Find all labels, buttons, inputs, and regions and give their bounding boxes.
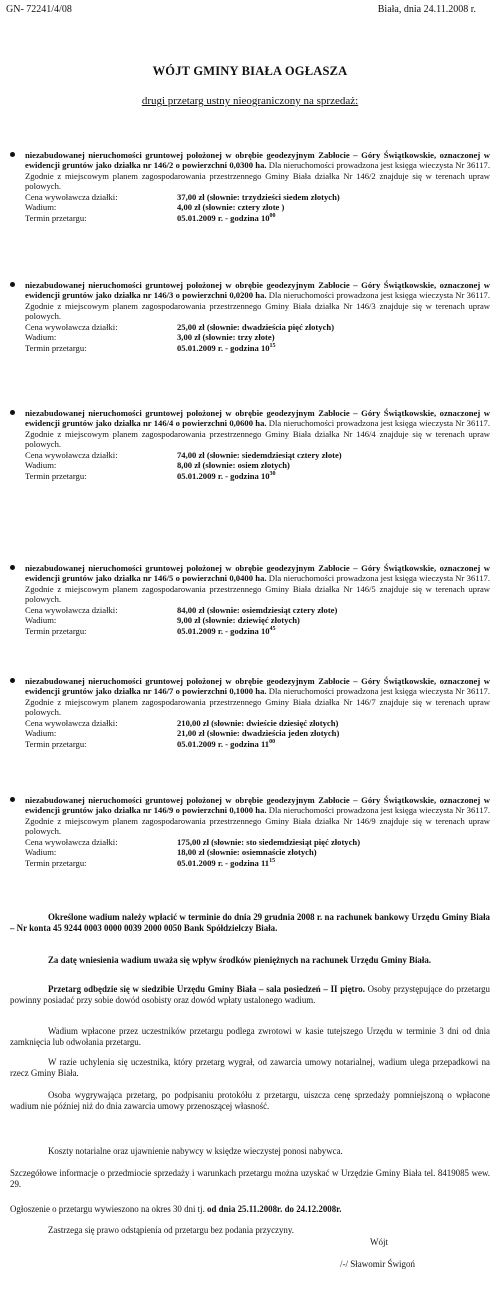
wadium-paragraph: Określone wadium należy wpłacić w terminie do dnia 29 grudnia 2008 r. na rachunek bankowy Urzędu Gminy Biała – Nr konta 45 9244 0003 0000 0039 2000 0050 Bank Spółdzielczy Biała.	[10, 912, 490, 933]
reservation-paragraph: Zastrzega się prawo odstąpienia od przetargu bez podania przyczyny.	[48, 1225, 294, 1235]
bullet-icon	[10, 282, 15, 287]
plot-item	[10, 150, 490, 223]
deposit-label: Wadium:	[25, 202, 57, 213]
costs-paragraph: Koszty notarialne oraz ujawnienie nabywcy w księdze wieczystej ponosi nabywca.	[48, 1146, 343, 1156]
price-value: 84,00 zł (słownie: osiemdziesiąt cztery złote)	[177, 604, 338, 615]
document-subtitle: drugi przetarg ustny nieograniczony na sprzedaż:	[141, 95, 359, 107]
plot-item	[10, 408, 490, 481]
bullet-icon	[10, 565, 15, 570]
plot-item	[10, 563, 490, 636]
plot-description-bold: niezabudowanej nieruchomości gruntowej położonej w obrębie geodezyjnym Zabłocie – Góry Świątkowskie, oznaczonej w ewidencji gruntów jako działka nr 146/2 o powierzchni 0,0300 ha.	[25, 150, 490, 171]
deposit-label: Wadium:	[25, 615, 57, 626]
deposit-value: 3,00 zł (słownie: trzy złote)	[177, 332, 275, 343]
plot-description-bold: niezabudowanej nieruchomości gruntowej położonej w obrębie geodezyjnym Zabłocie – Góry Świątkowskie, oznaczonej w ewidencji gruntów jako działka nr 146/4 o powierzchni 0,0600 ha.	[25, 408, 490, 429]
plot-terms	[25, 450, 490, 481]
price-label: Cena wywoławcza działki:	[25, 836, 118, 847]
reference-number: GN- 72241/4/08	[6, 4, 72, 15]
date-value: 05.01.2009 r. - godzina $10^{45}$	[177, 625, 276, 636]
plot-description-rest: Dla nieruchomości prowadzona jest księga wieczysta Nr 36117. Zgodnie z miejscowym planem zagospodarowania przestrzennego Gminy Biała działka Nr 146/4 znajduje się w terenach upraw polowych.	[25, 418, 490, 450]
plot-description-rest: Dla nieruchomości prowadzona jest księga wieczysta Nr 36117. Zgodnie z miejscowym planem zagospodarowania przestrzennego Gminy Biała działka Nr 146/2 znajduje się w terenach upraw polowych.	[25, 160, 490, 192]
venue-paragraph: Przetarg odbędzie się w siedzibie Urzędu Gminy Biała – sala posiedzeń – II piętro. Osoby przystępujące do przetargu powinny posiadać przy sobie dowód osobisty oraz dowód wpłaty ustalonego wadium.	[10, 984, 490, 1005]
date-value: 05.01.2009 r. - godzina $10^{30}$	[177, 470, 276, 481]
plot-description	[25, 408, 490, 450]
plot-description-rest: Dla nieruchomości prowadzona jest księga wieczysta Nr 36117. Zgodnie z miejscowym planem zagospodarowania przestrzennego Gminy Biała działka Nr 146/9 znajduje się w terenach upraw polowych.	[25, 805, 490, 837]
plot-terms	[25, 605, 490, 636]
plot-description-rest: Dla nieruchomości prowadzona jest księga wieczysta Nr 36117. Zgodnie z miejscowym planem zagospodarowania przestrzennego Gminy Biała działka Nr 146/7 znajduje się w terenach upraw polowych.	[25, 686, 490, 718]
plot-description	[25, 795, 490, 837]
plot-description-bold: niezabudowanej nieruchomości gruntowej położonej w obrębie geodezyjnym Zabłocie – Góry Świątkowskie, oznaczonej w ewidencji gruntów jako działka nr 146/5 o powierzchni 0,0400 ha.	[25, 563, 490, 584]
price-value: 74,00 zł (słownie: siedemdziesiąt cztery złote)	[177, 449, 342, 460]
date-value: 05.01.2009 r. - godzina $10^{15}$	[177, 342, 276, 353]
deposit-label: Wadium:	[25, 332, 57, 343]
price-label: Cena wywoławcza działki:	[25, 321, 118, 332]
price-value: 37,00 zł (słownie: trzydzieści siedem złotych)	[177, 191, 340, 202]
bullet-icon	[10, 152, 15, 157]
date-label: Termin przetargu:	[25, 342, 87, 353]
plot-description-rest: Dla nieruchomości prowadzona jest księga wieczysta Nr 36117. Zgodnie z miejscowym planem zagospodarowania przestrzennego Gminy Biała działka Nr 146/5 znajduje się w terenach upraw polowych.	[25, 573, 490, 605]
price-value: 175,00 zł (słownie: sto siedemdziesiąt pięć złotych)	[177, 836, 361, 847]
deposit-label: Wadium:	[25, 847, 57, 858]
bullet-icon	[10, 678, 15, 683]
plot-terms	[25, 322, 490, 353]
plot-description	[25, 563, 490, 605]
plot-description-bold: niezabudowanej nieruchomości gruntowej położonej w obrębie geodezyjnym Zabłocie – Góry Świątkowskie, oznaczonej w ewidencji gruntów jako działka nr 146/9 o powierzchni 0,1000 ha.	[25, 795, 490, 816]
price-value: 210,00 zł (słownie: dwieście dziesięć złotych)	[177, 717, 339, 728]
wadium-date-paragraph: Za datę wniesienia wadium uważa się wpływ środków pieniężnych na rachunek Urzędu Gminy Biała.	[48, 955, 431, 965]
deposit-value: 18,00 zł (słownie: osiemnaście złotych)	[177, 847, 317, 858]
date-label: Termin przetargu:	[25, 212, 87, 223]
deposit-value: 4,00 zł (słownie: cztery złote )	[177, 202, 285, 213]
deposit-label: Wadium:	[25, 460, 57, 471]
signature-role: Wójt	[370, 1237, 388, 1247]
bullet-icon	[10, 797, 15, 802]
deposit-label: Wadium:	[25, 728, 57, 739]
place-date: Biała, dnia 24.11.2008 r.	[377, 4, 476, 15]
posting-paragraph: Ogłoszenie o przetargu wywieszono na okres 30 dni tj. od dnia 25.11.2008r. do 24.12.2008r.	[10, 1204, 342, 1214]
plot-description	[25, 676, 490, 718]
plot-description	[25, 150, 490, 192]
deposit-value: 21,00 zł (słownie: dwadzieścia jeden złotych)	[177, 728, 340, 739]
date-label: Termin przetargu:	[25, 470, 87, 481]
document-title: WÓJT GMINY BIAŁA OGŁASZA	[152, 64, 348, 78]
bullet-icon	[10, 410, 15, 415]
price-label: Cena wywoławcza działki:	[25, 191, 118, 202]
deposit-value: 8,00 zł (słownie: osiem złotych)	[177, 460, 290, 471]
plot-item	[10, 795, 490, 868]
plot-item	[10, 676, 490, 749]
info-paragraph: Szczegółowe informacje o przedmiocie sprzedaży i warunkach przetargu można uzyskać w Urzędzie Gminy Biała tel. 8419085 wew. 29.	[10, 1168, 490, 1189]
date-value: 05.01.2009 r. - godzina $11^{00}$	[177, 738, 276, 749]
plot-terms	[25, 192, 490, 223]
price-label: Cena wywoławcza działki:	[25, 717, 118, 728]
price-label: Cena wywoławcza działki:	[25, 449, 118, 460]
date-value: 05.01.2009 r. - godzina $10^{00}$	[177, 212, 276, 223]
refund-paragraph: Wadium wpłacone przez uczestników przetargu podlega zwrotowi w kasie tutejszego Urzędu w terminie 3 dni od dnia zamknięcia lub odwołania przetargu.	[10, 1026, 490, 1047]
plot-terms	[25, 837, 490, 868]
price-value: 25,00 zł (słownie: dwadzieścia pięć złotych)	[177, 321, 335, 332]
date-label: Termin przetargu:	[25, 738, 87, 749]
plot-description	[25, 280, 490, 322]
price-label: Cena wywoławcza działki:	[25, 604, 118, 615]
plot-item	[10, 280, 490, 353]
date-label: Termin przetargu:	[25, 857, 87, 868]
plot-description-bold: niezabudowanej nieruchomości gruntowej położonej w obrębie geodezyjnym Zabłocie – Góry Świątkowskie, oznaczonej w ewidencji gruntów jako działka nr 146/3 o powierzchni 0,0200 ha.	[25, 280, 490, 301]
deposit-value: 9,00 zł (słownie: dziewięć złotych)	[177, 615, 300, 626]
plot-terms	[25, 718, 490, 749]
signature-name: /-/ Sławomir Świgoń	[340, 1259, 416, 1269]
forfeit-paragraph: W razie uchylenia się uczestnika, który przetarg wygrał, od zawarcia umowy notarialnej, wadium ulega przepadkowi na rzecz Gminy Biała.	[10, 1057, 490, 1078]
date-value: 05.01.2009 r. - godzina $11^{15}$	[177, 857, 276, 868]
plot-description-rest: Dla nieruchomości prowadzona jest księga wieczysta Nr 36117. Zgodnie z miejscowym planem zagospodarowania przestrzennego Gminy Biała działka Nr 146/3 znajduje się w terenach upraw polowych.	[25, 290, 490, 322]
plot-description-bold: niezabudowanej nieruchomości gruntowej położonej w obrębie geodezyjnym Zabłocie – Góry Świątkowskie, oznaczonej w ewidencji gruntów jako działka nr 146/7 o powierzchni 0,1000 ha.	[25, 676, 490, 697]
payment-paragraph: Osoba wygrywająca przetarg, po podpisaniu protokółu z przetargu, uiszcza cenę sprzedaży pomniejszoną o wpłacone wadium nie później niż do dnia zawarcia umowy przenoszącej własność.	[10, 1090, 490, 1111]
date-label: Termin przetargu:	[25, 625, 87, 636]
